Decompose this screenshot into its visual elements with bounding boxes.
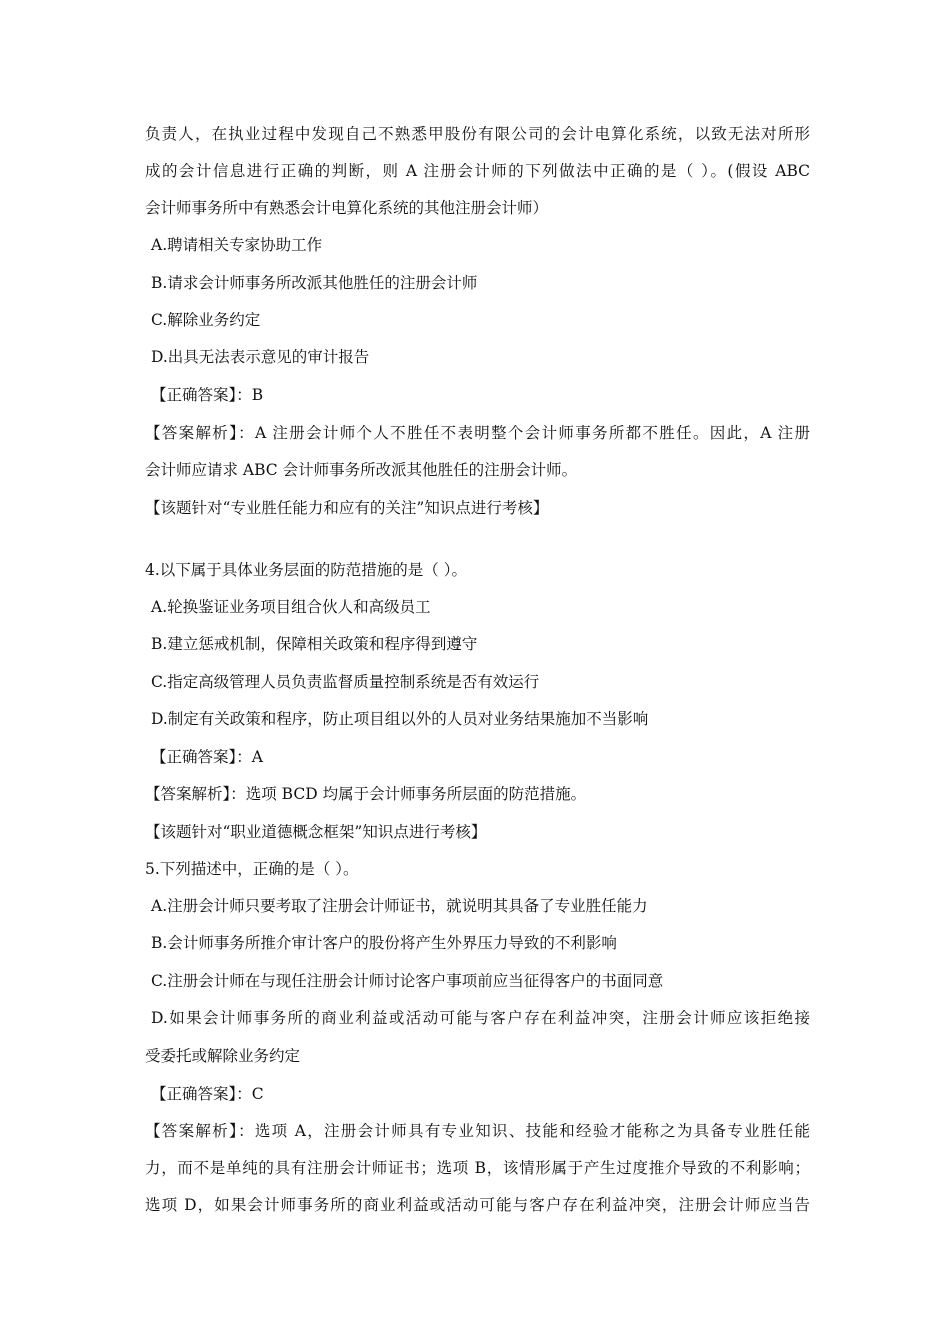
q4-knowledge-point: 【该题针对“职业道德概念框架”知识点进行考核】 bbox=[145, 823, 487, 841]
q3-option-a: A.聘请相关专家协助工作 bbox=[151, 236, 323, 254]
q4-stem: 4.以下属于具体业务层面的防范措施的是（ ）。 bbox=[145, 561, 467, 579]
q3-stem-line-3: 会计师事务所中有熟悉会计电算化系统的其他注册会计师） bbox=[145, 199, 549, 217]
q4-analysis: 【答案解析】：选项 BCD 均属于会计师事务所层面的防范措施。 bbox=[145, 785, 587, 803]
q3-stem-line-2: 成的会计信息进行正确的判断，则 A 注册会计师的下列做法中正确的是（ ）。(假设 ABC bbox=[145, 162, 810, 180]
q3-option-b: B.请求会计师事务所改派其他胜任的注册会计师 bbox=[151, 274, 478, 292]
q5-option-b: B.会计师事务所推介审计客户的股份将产生外界压力导致的不利影响 bbox=[151, 934, 617, 952]
q5-analysis-line-2: 力，而不是单纯的具有注册会计师证书；选项 B，该情形属于产生过度推介导致的不利影响； bbox=[145, 1159, 810, 1177]
q3-correct-answer: 【正确答案】：B bbox=[151, 386, 264, 404]
q5-analysis-line-3: 选项 D，如果会计师事务所的商业利益或活动可能与客户存在利益冲突，注册会计师应当告 bbox=[145, 1196, 810, 1214]
q3-option-d: D.出具无法表示意见的审计报告 bbox=[151, 348, 370, 366]
q5-correct-answer: 【正确答案】：C bbox=[151, 1085, 264, 1103]
q5-option-d: D.如果会计师事务所的商业利益或活动可能与客户存在利益冲突，注册会计师应该拒绝接 bbox=[151, 1009, 810, 1027]
q3-analysis-line-2: 会计师应请求 ABC 会计师事务所改派其他胜任的注册会计师。 bbox=[145, 461, 578, 479]
q5-stem: 5.下列描述中，正确的是（ ）。 bbox=[145, 860, 359, 878]
q4-option-b: B.建立惩戒机制，保障相关政策和程序得到遵守 bbox=[151, 635, 478, 653]
q4-option-d: D.制定有关政策和程序，防止项目组以外的人员对业务结果施加不当影响 bbox=[151, 710, 649, 728]
q4-option-a: A.轮换鉴证业务项目组合伙人和高级员工 bbox=[151, 598, 431, 616]
q5-option-a: A.注册会计师只要考取了注册会计师证书，就说明其具备了专业胜任能力 bbox=[151, 897, 648, 915]
q4-correct-answer: 【正确答案】：A bbox=[151, 748, 263, 766]
q5-analysis-line-1: 【答案解析】：选项 A，注册会计师具有专业知识、技能和经验才能称之为具备专业胜任能 bbox=[145, 1122, 810, 1140]
q5-option-c: C.注册会计师在与现任注册会计师讨论客户事项前应当征得客户的书面同意 bbox=[151, 972, 664, 990]
q3-analysis-line-1: 【答案解析】：A 注册会计师个人不胜任不表明整个会计师事务所都不胜任。因此，A 注册 bbox=[145, 424, 810, 442]
q3-knowledge-point: 【该题针对“专业胜任能力和应有的关注”知识点进行考核】 bbox=[145, 499, 549, 517]
q4-option-c: C.指定高级管理人员负责监督质量控制系统是否有效运行 bbox=[151, 673, 540, 691]
q5-option-d-continued: 受委托或解除业务约定 bbox=[145, 1047, 301, 1065]
q3-stem-line-1: 负责人，在执业过程中发现自己不熟悉甲股份有限公司的会计电算化系统，以致无法对所形 bbox=[145, 125, 810, 143]
q3-option-c: C.解除业务约定 bbox=[151, 311, 261, 329]
